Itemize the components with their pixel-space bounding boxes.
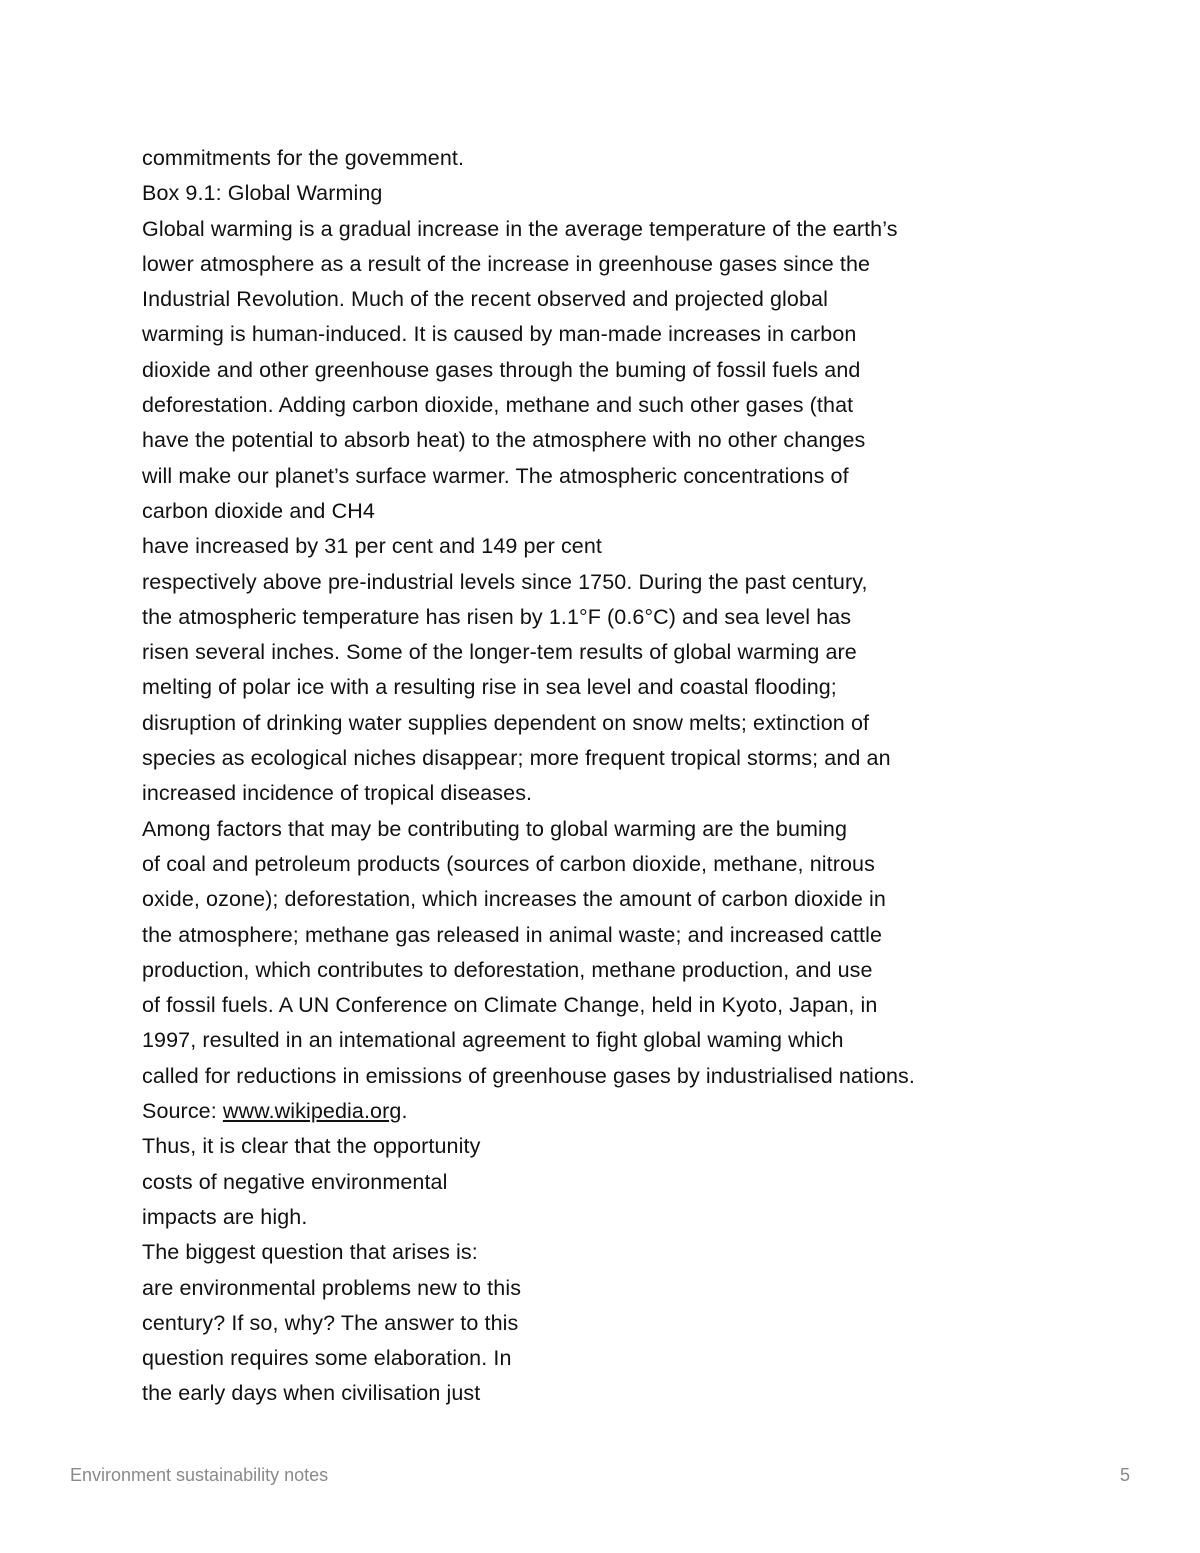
text-line: increased incidence of tropical diseases. (142, 781, 533, 806)
text-line: have increased by 31 per cent and 149 per cent (142, 534, 602, 559)
text-line: dioxide and other greenhouse gases through the buming of fossil fuels and (142, 357, 861, 382)
text-line: melting of polar ice with a resulting rise in sea level and coastal flooding; (142, 675, 837, 700)
text-line: of fossil fuels. A UN Conference on Climate Change, held in Kyoto, Japan, in (142, 993, 878, 1018)
text-line: species as ecological niches disappear; more frequent tropical storms; and an (142, 746, 891, 771)
text-line: risen several inches. Some of the longer-tem results of global warming are (142, 640, 857, 665)
footer-title: Environment sustainability notes (70, 1465, 329, 1485)
text-line: carbon dioxide and CH4 (142, 498, 375, 523)
text-line: Industrial Revolution. Much of the recent observed and projected global (142, 287, 828, 312)
text-line: warming is human-induced. It is caused by man-made increases in carbon (142, 322, 857, 347)
text-line: have the potential to absorb heat) to the atmosphere with no other changes (142, 428, 866, 453)
text-line: Global warming is a gradual increase in the average temperature of the earth’s (142, 216, 898, 241)
text-line: costs of negative environmental (142, 1169, 448, 1194)
text-line: will make our planet’s surface warmer. The atmospheric concentrations of (142, 463, 849, 488)
page-number: 5 (1119, 1465, 1130, 1485)
text-line: respectively above pre-industrial levels since 1750. During the past century, (142, 569, 868, 594)
text-line: question requires some elaboration. In (142, 1346, 512, 1371)
text-line: disruption of drinking water supplies dependent on snow melts; extinction of (142, 710, 870, 735)
text-line: the atmospheric temperature has risen by 1.1°F (0.6°C) and sea level has (142, 604, 852, 629)
text-line: deforestation. Adding carbon dioxide, methane and such other gases (that (142, 393, 854, 418)
text-line: the early days when civilisation just (142, 1381, 481, 1406)
text-line: commitments for the govemment. (142, 146, 465, 170)
text-line: oxide, ozone); deforestation, which increases the amount of carbon dioxide in (142, 887, 886, 912)
body-text (142, 141, 1142, 1412)
text-line: lower atmosphere as a result of the increase in greenhouse gases since the (142, 251, 871, 276)
source-trailing: . (401, 1099, 408, 1124)
text-line: of coal and petroleum products (sources of carbon dioxide, methane, nitrous (142, 851, 875, 876)
source-link[interactable]: www.wikipedia.org (222, 1099, 402, 1124)
page-footer (70, 1465, 1130, 1495)
source-line (142, 1094, 1142, 1129)
text-line: the atmosphere; methane gas released in animal waste; and increased cattle (142, 922, 883, 947)
source-label: Source: (142, 1099, 223, 1124)
text-line: Among factors that may be contributing to global warming are the buming (142, 816, 848, 841)
text-line: impacts are high. (142, 1204, 308, 1229)
text-line: The biggest question that arises is: (142, 1240, 478, 1265)
text-line: century? If so, why? The answer to this (142, 1310, 519, 1335)
text-line: 1997, resulted in an intemational agreement to fight global waming which (142, 1028, 844, 1053)
text-line: called for reductions in emissions of greenhouse gases by industrialised nations. (142, 1063, 915, 1088)
box-heading: Box 9.1: Global Warming (142, 181, 383, 206)
text-line: Thus, it is clear that the opportunity (142, 1134, 481, 1159)
text-line: are environmental problems new to this (142, 1275, 522, 1300)
text-line: production, which contributes to deforestation, methane production, and use (142, 957, 873, 982)
